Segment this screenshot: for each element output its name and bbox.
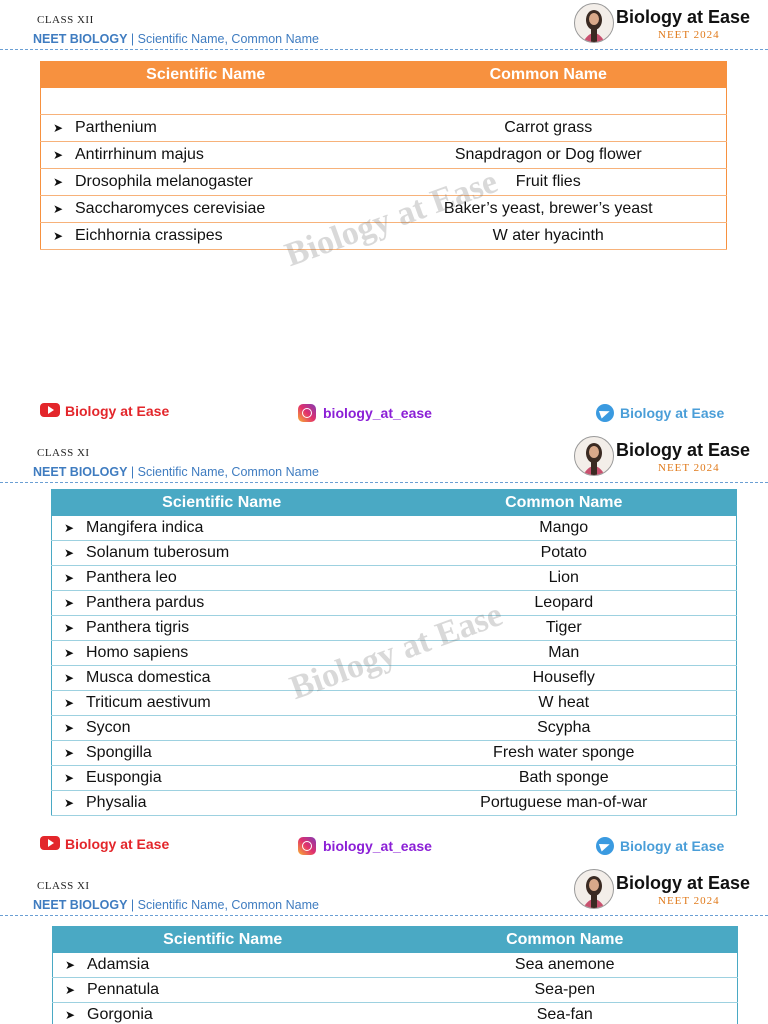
subtitle-rest: | Scientific Name, Common Name: [127, 898, 319, 912]
arrow-bullet-icon: ➤: [63, 771, 75, 785]
table-row: [52, 541, 737, 566]
table-row: [52, 591, 737, 616]
arrow-bullet-icon: ➤: [52, 202, 64, 216]
avatar-portrait-icon: [575, 870, 613, 908]
scientific-name: Parthenium: [75, 119, 157, 136]
header-scientific-name: Scientific Name: [52, 490, 392, 517]
table-row: [53, 978, 738, 1003]
youtube-label: Biology at Ease: [65, 836, 170, 852]
arrow-bullet-icon: ➤: [63, 521, 75, 535]
scientific-name: Panthera leo: [86, 569, 177, 586]
common-name: Fresh water sponge: [392, 741, 737, 766]
scientific-name: Physalia: [86, 794, 147, 811]
table-header-row: [53, 927, 738, 954]
brand-exam: NEET 2024: [658, 895, 720, 907]
common-name: Snapdragon or Dog flower: [371, 142, 727, 169]
youtube-link[interactable]: [40, 403, 169, 419]
header-divider: [0, 482, 768, 483]
arrow-bullet-icon: ➤: [63, 746, 75, 760]
table-row: [41, 115, 727, 142]
page-subtitle: [33, 465, 319, 479]
arrow-bullet-icon: ➤: [63, 721, 75, 735]
brand-name: Biology at Ease: [616, 7, 751, 27]
subtitle-bold: NEET BIOLOGY: [33, 465, 128, 479]
common-name: Sea-pen: [393, 978, 738, 1003]
subtitle-rest: | Scientific Name, Common Name: [127, 465, 319, 479]
common-name: W heat: [392, 691, 737, 716]
telegram-label: Biology at Ease: [620, 405, 725, 421]
scientific-name: Musca domestica: [86, 669, 211, 686]
avatar: [574, 436, 614, 476]
table-row: [52, 666, 737, 691]
header-common-name: Common Name: [393, 927, 738, 954]
youtube-link[interactable]: [40, 836, 169, 852]
common-name: Carrot grass: [371, 115, 727, 142]
scientific-name: Drosophila melanogaster: [75, 173, 253, 190]
common-name: Housefly: [392, 666, 737, 691]
instagram-label: biology_at_ease: [323, 405, 432, 421]
arrow-bullet-icon: ➤: [63, 671, 75, 685]
table-row: [52, 516, 737, 541]
page-1: [0, 0, 768, 433]
common-name: Scypha: [392, 716, 737, 741]
table-row: [52, 766, 737, 791]
avatar: [574, 869, 614, 909]
arrow-bullet-icon: ➤: [52, 148, 64, 162]
species-table: [51, 489, 737, 816]
watermark: Biology at Ease: [285, 596, 508, 708]
scientific-name: Homo sapiens: [86, 644, 189, 661]
arrow-bullet-icon: ➤: [52, 175, 64, 189]
arrow-bullet-icon: ➤: [52, 121, 64, 135]
telegram-icon: [596, 404, 614, 422]
common-name: Bath sponge: [392, 766, 737, 791]
arrow-bullet-icon: ➤: [63, 696, 75, 710]
table-row: [52, 641, 737, 666]
scientific-name: Gorgonia: [87, 1006, 153, 1023]
table-row: [52, 716, 737, 741]
common-name: Potato: [392, 541, 737, 566]
scientific-name: Antirrhinum majus: [75, 146, 204, 163]
table-header-row: [52, 490, 737, 517]
table-row: [53, 1003, 738, 1024]
telegram-label: Biology at Ease: [620, 838, 725, 854]
table-row: [41, 169, 727, 196]
common-name: Mango: [392, 516, 737, 541]
common-name: Leopard: [392, 591, 737, 616]
page-2: [0, 433, 768, 866]
scientific-name: Pennatula: [87, 981, 160, 998]
telegram-icon: [596, 837, 614, 855]
common-name: Portuguese man-of-war: [392, 791, 737, 816]
brand-exam: NEET 2024: [658, 462, 720, 474]
header-divider: [0, 49, 768, 50]
avatar-portrait-icon: [575, 4, 613, 42]
scientific-name: Spongilla: [86, 744, 152, 761]
scientific-name: Mangifera indica: [86, 519, 204, 536]
arrow-bullet-icon: ➤: [52, 229, 64, 243]
table-row: [53, 953, 738, 978]
scientific-name: Saccharomyces cerevisiae: [75, 200, 266, 217]
header-common-name: Common Name: [371, 62, 727, 89]
scientific-name: Triticum aestivum: [86, 694, 211, 711]
arrow-bullet-icon: ➤: [64, 983, 76, 997]
brand-logo: [574, 3, 764, 45]
scientific-name: Panthera pardus: [86, 594, 205, 611]
common-name: Fruit flies: [371, 169, 727, 196]
brand-name: Biology at Ease: [616, 440, 751, 460]
table-row-empty: [41, 88, 727, 115]
youtube-label: Biology at Ease: [65, 403, 170, 419]
header-scientific-name: Scientific Name: [53, 927, 393, 954]
header-divider: [0, 915, 768, 916]
common-name: Man: [392, 641, 737, 666]
arrow-bullet-icon: ➤: [63, 571, 75, 585]
common-name: Tiger: [392, 616, 737, 641]
brand-exam: NEET 2024: [658, 29, 720, 41]
youtube-icon: [40, 403, 60, 417]
arrow-bullet-icon: ➤: [64, 958, 76, 972]
scientific-name: Sycon: [86, 719, 131, 736]
header-scientific-name: Scientific Name: [41, 62, 371, 89]
table-row: [41, 196, 727, 223]
watermark: Biology at Ease: [280, 163, 503, 275]
avatar-portrait-icon: [575, 437, 613, 475]
brand-name: Biology at Ease: [616, 873, 751, 893]
arrow-bullet-icon: ➤: [63, 646, 75, 660]
table-row: [52, 741, 737, 766]
avatar: [574, 3, 614, 43]
header-common-name: Common Name: [392, 490, 737, 517]
subtitle-bold: NEET BIOLOGY: [33, 898, 128, 912]
arrow-bullet-icon: ➤: [63, 621, 75, 635]
instagram-link[interactable]: [298, 404, 432, 422]
instagram-icon: [298, 837, 316, 855]
arrow-bullet-icon: ➤: [63, 596, 75, 610]
table-row: [52, 566, 737, 591]
table-row: [52, 691, 737, 716]
scientific-name: Euspongia: [86, 769, 162, 786]
common-name: W ater hyacinth: [371, 223, 727, 250]
common-name: Lion: [392, 566, 737, 591]
page-subtitle: [33, 898, 319, 912]
brand-logo: [574, 869, 764, 911]
instagram-label: biology_at_ease: [323, 838, 432, 854]
scientific-name: Eichhornia crassipes: [75, 227, 223, 244]
telegram-link[interactable]: [596, 837, 724, 855]
telegram-link[interactable]: [596, 404, 724, 422]
common-name: Sea-fan: [393, 1003, 738, 1024]
instagram-link[interactable]: [298, 837, 432, 855]
page-3: [0, 866, 768, 1024]
brand-logo: [574, 436, 764, 478]
page-subtitle: [33, 32, 319, 46]
scientific-name: Solanum tuberosum: [86, 544, 230, 561]
species-table: [40, 61, 727, 250]
scientific-name: Panthera tigris: [86, 619, 190, 636]
table-row: [52, 616, 737, 641]
subtitle-bold: NEET BIOLOGY: [33, 32, 128, 46]
youtube-icon: [40, 836, 60, 850]
arrow-bullet-icon: ➤: [64, 1008, 76, 1022]
table-row: [41, 223, 727, 250]
table-row: [52, 791, 737, 816]
arrow-bullet-icon: ➤: [63, 796, 75, 810]
class-label: CLASS XI: [37, 447, 90, 459]
arrow-bullet-icon: ➤: [63, 546, 75, 560]
table-row: [41, 142, 727, 169]
common-name: Baker’s yeast, brewer’s yeast: [371, 196, 727, 223]
common-name: Sea anemone: [393, 953, 738, 978]
subtitle-rest: | Scientific Name, Common Name: [127, 32, 319, 46]
scientific-name: Adamsia: [87, 956, 150, 973]
species-table: [52, 926, 738, 1024]
class-label: CLASS XI: [37, 880, 90, 892]
table-header-row: [41, 62, 727, 89]
instagram-icon: [298, 404, 316, 422]
class-label: CLASS XII: [37, 14, 94, 26]
